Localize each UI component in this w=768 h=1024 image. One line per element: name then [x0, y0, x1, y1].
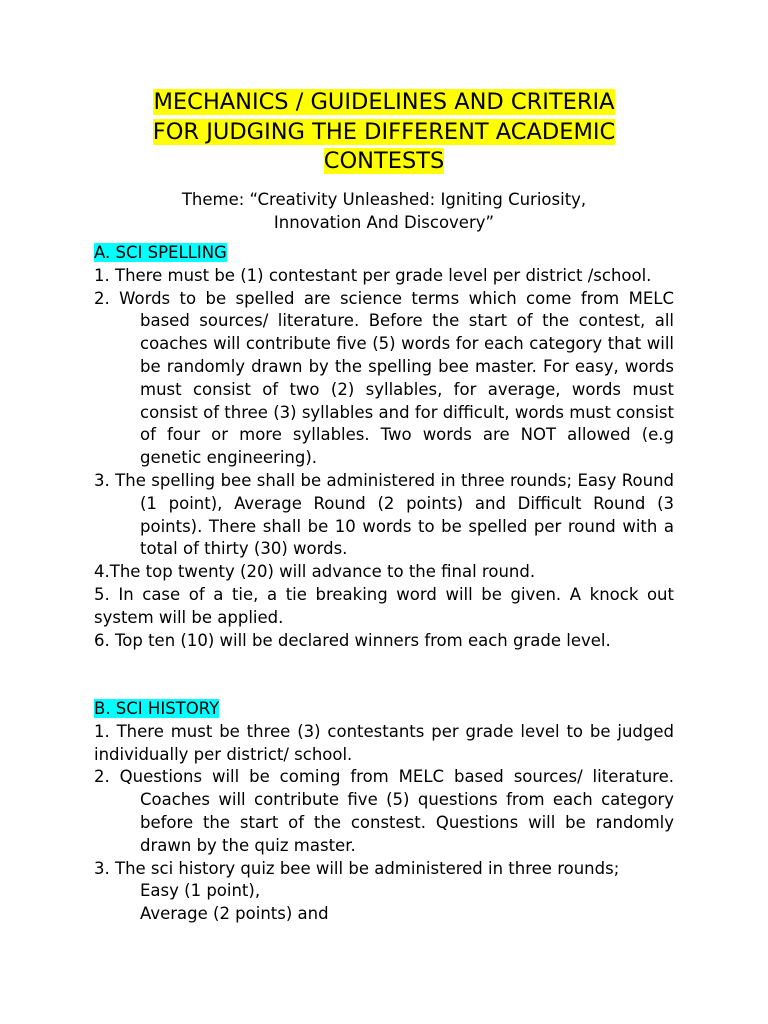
section-a-heading — [94, 242, 674, 265]
section-heading-text: B. SCI HISTORY — [94, 699, 220, 718]
section-b-subline-2: Average (2 points) and — [140, 904, 329, 924]
title-line: FOR JUDGING THE DIFFERENT ACADEMIC — [152, 118, 616, 145]
section-a-item-1: 1. There must be (1) contestant per grade level per district /school. — [94, 265, 652, 285]
theme-line: Innovation And Discovery” — [273, 213, 495, 232]
theme-text — [94, 188, 674, 234]
section-b-item-1: 1. There must be three (3) contestants per grade level to be judged individually per district/ school. — [94, 721, 674, 764]
section-a-item-2: 2. Words to be spelled are science terms which come from MELC based sources/ literature. Before the start of the contest, all coaches will contribute five (5) words for each category that will be randomly drawn by the spelling bee master. For easy, words must consist of two (2) syllables, for average, words must consist of three (3) syllables and for difficult, words must consist of four or more syllables. Two words are NOT allowed (e.g genetic engineering). — [94, 288, 674, 468]
title-line: CONTESTS — [323, 148, 445, 174]
section-b-subline-1: Easy (1 point), — [140, 881, 261, 901]
section-a-item-6: 6. Top ten (10) will be declared winners from each grade level. — [94, 630, 611, 650]
section-b-item-2: 2. Questions will be coming from MELC based sources/ literature. Coaches will contribute five (5) questions from each category before the start of the constest. Questions will be randomly drawn by the quiz master. — [94, 767, 674, 855]
title-line: MECHANICS / GUIDELINES AND CRITERIA — [153, 89, 615, 115]
section-a-item-3: 3. The spelling bee shall be administered in three rounds; Easy Round (1 point), Average Round (2 points) and Difficult Round (3 points). There shall be 10 words to be spelled per round with a total of thirty (30) words. — [94, 470, 674, 559]
section-b — [94, 698, 674, 926]
section-a-item-4: 4.The top twenty (20) will advance to the final round. — [94, 562, 536, 582]
section-b-item-3: 3. The sci history quiz bee will be administered in three rounds; — [94, 858, 620, 878]
section-a-item-5: 5. In case of a tie, a tie breaking word will be given. A knock out system will be applied. — [94, 584, 674, 627]
section-heading-text: A. SCI SPELLING — [94, 243, 227, 262]
theme-line: Theme: “Creativity Unleashed: Igniting Curiosity, — [181, 190, 587, 209]
section-b-heading — [94, 698, 674, 721]
document-title — [60, 88, 708, 177]
section-a — [94, 242, 674, 652]
